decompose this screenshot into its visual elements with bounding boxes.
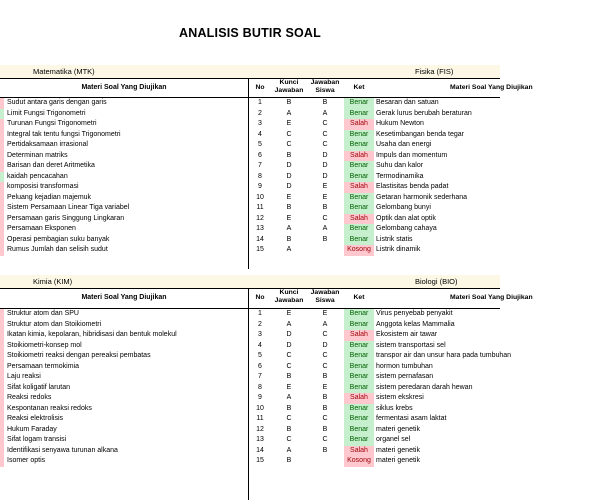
- materi-right: Besaran dan satuan: [376, 99, 439, 106]
- row-number: 14: [256, 446, 264, 454]
- kunci-jawaban: D: [286, 331, 292, 338]
- materi-left: Sistem Persamaan Linear Tiga variabel: [7, 204, 130, 211]
- row-number: 10: [256, 193, 264, 201]
- kunci-jawaban: E: [286, 193, 292, 201]
- section-bar-bottom: [0, 275, 500, 288]
- status-badge: Benar: [344, 235, 374, 246]
- materi-right: siklus krebs: [376, 404, 413, 412]
- status-marker: [0, 351, 4, 362]
- status-badge: Benar: [344, 193, 374, 204]
- jawaban-siswa: A: [322, 109, 328, 117]
- jawaban-siswa: B: [322, 235, 328, 243]
- row-number: 1: [258, 310, 262, 317]
- materi-right: Gelombang cahaya: [376, 225, 437, 232]
- header-kunci: Kunci Jawaban: [274, 79, 304, 94]
- materi-left: Persamaan garis Singgung Lingkaran: [7, 214, 125, 222]
- row-number: 3: [258, 120, 262, 127]
- materi-right: materi genetik: [376, 446, 420, 454]
- kunci-jawaban: C: [286, 352, 292, 359]
- row-number: 12: [256, 425, 264, 433]
- materi-left: Sifat logam transisi: [7, 436, 67, 443]
- subject-right-bottom: Biologi (BIO): [415, 277, 458, 286]
- status-marker: [0, 435, 4, 446]
- kunci-jawaban: D: [286, 172, 292, 180]
- jawaban-siswa: C: [322, 331, 328, 338]
- jawaban-siswa: B: [322, 425, 328, 433]
- kunci-jawaban: B: [286, 425, 292, 433]
- table-row: [0, 193, 500, 204]
- status-marker: [0, 235, 4, 246]
- status-marker: [0, 182, 4, 193]
- jawaban-siswa: E: [322, 193, 328, 201]
- row-number: 6: [258, 362, 262, 370]
- status-badge: Benar: [344, 224, 374, 235]
- row-number: 8: [258, 383, 262, 391]
- jawaban-siswa: B: [322, 373, 328, 380]
- status-badge: Benar: [344, 109, 374, 120]
- materi-left: Sifat koligatif larutan: [7, 383, 71, 391]
- section-bar-top: [0, 65, 500, 78]
- materi-right: Optik dan alat optik: [376, 214, 436, 222]
- materi-right: Anggota kelas Mammalia: [376, 320, 455, 328]
- header-materi-left: Materi Soal Yang Diujikan: [81, 84, 167, 91]
- materi-left: Persamaan termokimia: [7, 362, 79, 370]
- status-badge: Benar: [344, 203, 374, 214]
- jawaban-siswa: B: [322, 404, 328, 412]
- kunci-jawaban: E: [286, 310, 292, 317]
- materi-right: Termodinamika: [376, 172, 424, 180]
- materi-left: Ikatan kimia, kepolaran, hibridisasi dan bentuk molekul: [7, 331, 177, 338]
- materi-right: fermentasi asam laktat: [376, 415, 447, 422]
- table-row: [0, 414, 500, 425]
- row-number: 15: [256, 457, 264, 464]
- status-badge: Salah: [344, 151, 374, 162]
- header-materi-right-bottom: Materi Soal Yang Diujikan: [450, 294, 533, 301]
- materi-left: Barisan dan deret Aritmetika: [7, 162, 95, 169]
- materi-left: Isomer optis: [7, 457, 46, 464]
- row-number: 8: [258, 172, 262, 180]
- status-marker: [0, 425, 4, 436]
- materi-left: Integral tak tentu fungsi Trigonometri: [7, 130, 121, 138]
- row-number: 2: [258, 320, 262, 328]
- status-marker: [0, 393, 4, 404]
- materi-right: Kesetimbangan benda tegar: [376, 130, 464, 138]
- materi-right: sistem transportasi sel: [376, 341, 446, 349]
- row-number: 11: [256, 415, 264, 422]
- materi-left: kaidah pencacahan: [7, 172, 68, 180]
- kunci-jawaban: B: [286, 404, 292, 412]
- table-row: [0, 161, 500, 172]
- materi-left: Pertidaksamaan irrasional: [7, 141, 88, 148]
- status-badge: Benar: [344, 372, 374, 383]
- status-marker: [0, 140, 4, 151]
- status-badge: Benar: [344, 140, 374, 151]
- row-number: 9: [258, 394, 262, 401]
- status-badge: Benar: [344, 309, 374, 320]
- table-row: [0, 119, 500, 130]
- materi-right: Listrik dinamik: [376, 246, 421, 253]
- jawaban-siswa: E: [322, 310, 328, 317]
- table-row: [0, 351, 512, 362]
- materi-right: Usaha dan energi: [376, 141, 432, 148]
- jawaban-siswa: E: [322, 183, 328, 190]
- materi-left: Peluang kejadian majemuk: [7, 193, 92, 201]
- table-row: [0, 372, 500, 383]
- status-marker: [0, 245, 4, 256]
- jawaban-siswa: A: [322, 320, 328, 328]
- status-marker: [0, 193, 4, 204]
- table-row: [0, 330, 500, 341]
- materi-right: Elastisitas benda padat: [376, 183, 449, 190]
- header-materi-right: Materi Soal Yang Diujikan: [450, 84, 533, 91]
- subject-left-bottom: Kimia (KIM): [33, 277, 73, 286]
- status-badge: Kosong: [344, 456, 374, 467]
- status-badge: Benar: [344, 414, 374, 425]
- status-badge: Kosong: [344, 245, 374, 256]
- row-number: 9: [258, 183, 262, 190]
- status-marker: [0, 109, 4, 120]
- kunci-jawaban: C: [286, 362, 292, 370]
- status-badge: Benar: [344, 161, 374, 172]
- page-title: ANALISIS BUTIR SOAL: [179, 26, 321, 40]
- materi-left: Reaksi redoks: [7, 394, 52, 401]
- kunci-jawaban: E: [286, 214, 292, 222]
- header-jawaban-siswa: Jawaban Siswa: [310, 79, 340, 94]
- subject-left-top: Matematika (MTK): [33, 67, 95, 76]
- materi-right: hormon tumbuhan: [376, 362, 433, 370]
- jawaban-siswa: D: [322, 151, 328, 159]
- status-badge: Benar: [344, 320, 374, 331]
- status-badge: Salah: [344, 446, 374, 457]
- materi-left: Laju reaksi: [7, 373, 41, 380]
- materi-right: materi genetik: [376, 457, 420, 464]
- status-marker: [0, 456, 4, 467]
- row-number: 11: [256, 204, 264, 211]
- materi-right: Gelombang bunyi: [376, 204, 431, 211]
- row-number: 14: [256, 235, 264, 243]
- header-ket-bottom: Ket: [353, 294, 365, 301]
- header-materi-left-bottom: Materi Soal Yang Diujikan: [81, 294, 167, 301]
- jawaban-siswa: D: [322, 162, 328, 169]
- kunci-jawaban: E: [286, 383, 292, 391]
- table-row: [0, 98, 500, 109]
- materi-left: Hukum Faraday: [7, 425, 57, 433]
- table-row: [0, 245, 500, 256]
- jawaban-siswa: C: [322, 362, 328, 370]
- status-badge: Benar: [344, 383, 374, 394]
- table-row: [0, 109, 500, 120]
- table-row: [0, 393, 500, 404]
- jawaban-siswa: C: [322, 120, 328, 127]
- materi-left: Sudut antara garis dengan garis: [7, 99, 107, 106]
- status-badge: Salah: [344, 330, 374, 341]
- kunci-jawaban: A: [286, 320, 292, 328]
- row-number: 4: [258, 341, 262, 349]
- materi-left: Identifikasi senyawa turunan alkana: [7, 446, 118, 454]
- subject-right-top: Fisika (FIS): [415, 67, 454, 76]
- jawaban-siswa: D: [322, 172, 328, 180]
- status-marker: [0, 309, 4, 320]
- row-number: 7: [258, 162, 262, 169]
- kunci-jawaban: D: [286, 341, 292, 349]
- status-badge: Salah: [344, 119, 374, 130]
- kunci-jawaban: A: [286, 109, 292, 117]
- status-marker: [0, 172, 4, 183]
- status-badge: Benar: [344, 172, 374, 183]
- row-number: 10: [256, 404, 264, 412]
- row-number: 13: [256, 436, 264, 443]
- jawaban-siswa: A: [322, 225, 328, 232]
- header-kunci-bottom: Kunci Jawaban: [274, 289, 304, 304]
- table-row: [0, 383, 500, 394]
- status-marker: [0, 362, 4, 373]
- table-row: [0, 456, 500, 467]
- materi-right: Getaran harmonik sederhana: [376, 193, 468, 201]
- row-number: 13: [256, 225, 264, 232]
- materi-left: Struktur atom dan Stoikiometri: [7, 320, 102, 328]
- status-marker: [0, 151, 4, 162]
- materi-right: organel sel: [376, 436, 411, 443]
- table-row: [0, 425, 500, 436]
- materi-left: Stoikiometri reaksi dengan pereaksi pembatas: [7, 352, 151, 359]
- status-badge: Benar: [344, 98, 374, 109]
- materi-right: Gerak lurus berubah beraturan: [376, 109, 472, 117]
- materi-left: Stoikiometri-konsep mol: [7, 341, 82, 349]
- row-number: 5: [258, 352, 262, 359]
- table-row: [0, 309, 500, 320]
- status-marker: [0, 224, 4, 235]
- kunci-jawaban: A: [286, 446, 292, 454]
- status-badge: Benar: [344, 425, 374, 436]
- status-marker: [0, 98, 4, 109]
- kunci-jawaban: D: [286, 183, 292, 190]
- header-no-bottom: No: [255, 294, 265, 301]
- status-badge: Benar: [344, 362, 374, 373]
- status-badge: Benar: [344, 341, 374, 352]
- table-row: [0, 214, 500, 225]
- table-row: [0, 435, 500, 446]
- status-marker: [0, 404, 4, 415]
- row-number: 1: [258, 99, 262, 106]
- materi-right: transpor air dan unsur hara pada tumbuhan: [376, 352, 512, 359]
- table-row: [0, 320, 500, 331]
- jawaban-siswa: B: [322, 99, 328, 106]
- materi-left: Rumus Jumlah dan selisih sudut: [7, 246, 108, 253]
- kunci-jawaban: B: [286, 235, 292, 243]
- status-marker: [0, 383, 4, 394]
- table-row: [0, 446, 500, 457]
- materi-right: Virus penyebab penyakit: [376, 310, 453, 317]
- status-marker: [0, 372, 4, 383]
- table-row: [0, 341, 500, 352]
- jawaban-siswa: C: [322, 130, 328, 138]
- status-marker: [0, 330, 4, 341]
- materi-right: Suhu dan kalor: [376, 162, 424, 169]
- materi-left: Struktur atom dan SPU: [7, 310, 79, 317]
- status-badge: Benar: [344, 435, 374, 446]
- materi-right: Hukum Newton: [376, 120, 424, 127]
- materi-left: Kespontanan reaksi redoks: [7, 404, 92, 412]
- kunci-jawaban: B: [286, 373, 292, 380]
- status-badge: Salah: [344, 214, 374, 225]
- border-top-left: [0, 78, 248, 79]
- status-badge: Benar: [344, 130, 374, 141]
- kunci-jawaban: A: [286, 394, 292, 401]
- kunci-jawaban: B: [286, 204, 292, 211]
- table-row: [0, 130, 500, 141]
- jawaban-siswa: E: [322, 383, 328, 391]
- status-marker: [0, 119, 4, 130]
- row-number: 7: [258, 373, 262, 380]
- table-row: [0, 404, 500, 415]
- row-number: 12: [256, 214, 264, 222]
- materi-right: sistem peredaran darah hewan: [376, 383, 473, 391]
- table-row: [0, 140, 500, 151]
- header-no: No: [255, 84, 265, 91]
- status-badge: Salah: [344, 393, 374, 404]
- status-marker: [0, 214, 4, 225]
- jawaban-siswa: C: [322, 415, 328, 422]
- status-marker: [0, 414, 4, 425]
- materi-right: sistem ekskresi: [376, 394, 424, 401]
- materi-right: Listrik statis: [376, 235, 413, 243]
- materi-left: Operasi pembagian suku banyak: [7, 235, 110, 243]
- status-marker: [0, 341, 4, 352]
- status-marker: [0, 203, 4, 214]
- table-row: [0, 203, 500, 214]
- materi-right: materi genetik: [376, 425, 420, 433]
- table-row: [0, 182, 500, 193]
- jawaban-siswa: C: [322, 214, 328, 222]
- materi-left: Determinan matriks: [7, 151, 68, 159]
- row-number: 3: [258, 331, 262, 338]
- kunci-jawaban: C: [286, 141, 292, 148]
- table-row: [0, 224, 500, 235]
- kunci-jawaban: A: [286, 246, 292, 253]
- kunci-jawaban: B: [286, 99, 292, 106]
- materi-right: Ekosistem air tawar: [376, 331, 438, 338]
- jawaban-siswa: B: [322, 204, 328, 211]
- table-row: [0, 151, 500, 162]
- status-marker: [0, 446, 4, 457]
- jawaban-siswa: D: [322, 341, 328, 349]
- kunci-jawaban: B: [286, 457, 292, 464]
- jawaban-siswa: C: [322, 436, 328, 443]
- kunci-jawaban: A: [286, 225, 292, 232]
- status-badge: Benar: [344, 351, 374, 362]
- border-bottom-left: [0, 288, 248, 289]
- kunci-jawaban: C: [286, 436, 292, 443]
- status-badge: Benar: [344, 404, 374, 415]
- table-row: [0, 172, 500, 183]
- materi-right: Impuls dan momentum: [376, 151, 448, 159]
- materi-left: Limit Fungsi Trigonometri: [7, 109, 86, 117]
- jawaban-siswa: C: [322, 352, 328, 359]
- row-number: 2: [258, 109, 262, 117]
- table-row: [0, 235, 500, 246]
- kunci-jawaban: B: [286, 151, 292, 159]
- jawaban-siswa: C: [322, 141, 328, 148]
- row-number: 4: [258, 130, 262, 138]
- header-jawaban-siswa-bottom: Jawaban Siswa: [310, 289, 340, 304]
- status-badge: Salah: [344, 182, 374, 193]
- status-marker: [0, 320, 4, 331]
- kunci-jawaban: E: [286, 120, 292, 127]
- jawaban-siswa: B: [322, 394, 328, 401]
- status-marker: [0, 130, 4, 141]
- status-marker: [0, 161, 4, 172]
- header-ket: Ket: [353, 84, 365, 91]
- jawaban-siswa: B: [322, 446, 328, 454]
- kunci-jawaban: D: [286, 162, 292, 169]
- row-number: 5: [258, 141, 262, 148]
- materi-right: sistem pernafasan: [376, 373, 434, 380]
- materi-left: Persamaan Eksponen: [7, 225, 76, 232]
- materi-left: Reaksi elektrolisis: [7, 415, 64, 422]
- materi-left: Turunan Fungsi Trigonometri: [7, 120, 97, 127]
- row-number: 6: [258, 151, 262, 159]
- materi-left: komposisi transformasi: [7, 183, 79, 190]
- table-row: [0, 362, 500, 373]
- row-number: 15: [256, 246, 264, 253]
- kunci-jawaban: C: [286, 130, 292, 138]
- kunci-jawaban: C: [286, 415, 292, 422]
